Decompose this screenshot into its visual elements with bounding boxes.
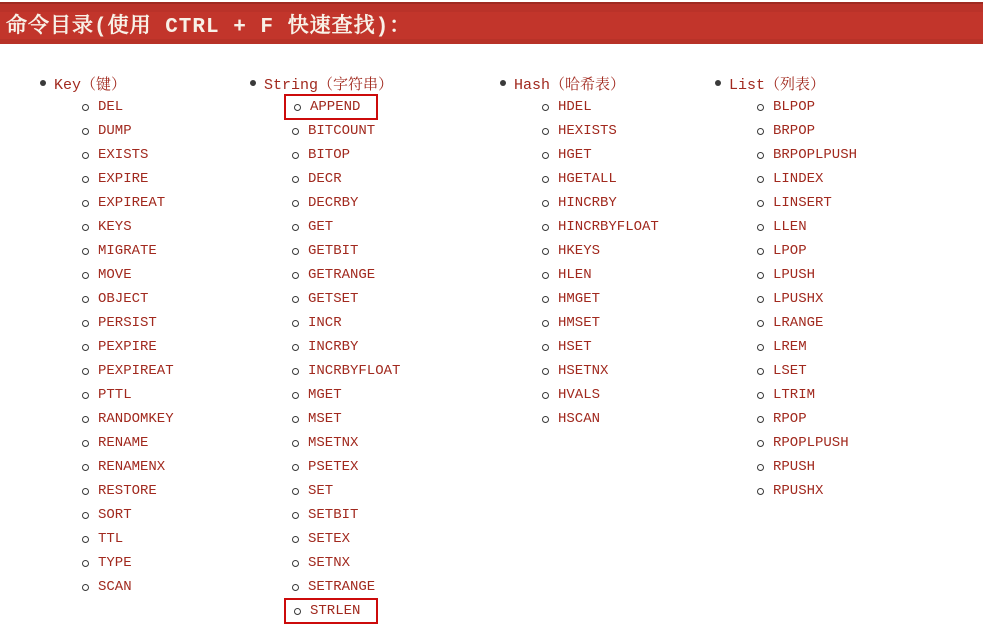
command-link-hmget[interactable]: HMGET bbox=[558, 291, 601, 307]
category-label-hash: Hash（哈希表） bbox=[514, 76, 626, 94]
command-category-column-key bbox=[40, 71, 250, 623]
command-list-item-get bbox=[292, 215, 333, 239]
command-link-scan[interactable]: SCAN bbox=[98, 579, 132, 595]
circle-bullet-icon bbox=[82, 344, 89, 351]
circle-bullet-icon bbox=[292, 488, 299, 495]
command-link-setrange[interactable]: SETRANGE bbox=[308, 579, 376, 595]
command-list-item-type bbox=[82, 551, 132, 575]
circle-bullet-icon bbox=[542, 104, 549, 111]
command-link-persist[interactable]: PERSIST bbox=[98, 315, 157, 331]
circle-bullet-icon bbox=[82, 512, 89, 519]
circle-bullet-icon bbox=[292, 440, 299, 447]
command-list-item-randomkey bbox=[82, 407, 174, 431]
circle-bullet-icon bbox=[292, 296, 299, 303]
command-link-hsetnx[interactable]: HSETNX bbox=[558, 363, 609, 379]
circle-bullet-icon bbox=[292, 416, 299, 423]
command-list-item-del bbox=[82, 95, 123, 119]
command-list-item-dump bbox=[82, 119, 132, 143]
command-link-brpoplpush[interactable]: BRPOPLPUSH bbox=[773, 147, 858, 163]
command-link-incrby[interactable]: INCRBY bbox=[308, 339, 359, 355]
command-list-item-hvals bbox=[542, 383, 600, 407]
command-link-pexpire[interactable]: PEXPIRE bbox=[98, 339, 157, 355]
circle-bullet-icon bbox=[82, 152, 89, 159]
command-list-item-setrange bbox=[292, 575, 375, 599]
command-link-hincrbyfloat[interactable]: HINCRBYFLOAT bbox=[558, 219, 659, 235]
command-link-hmset[interactable]: HMSET bbox=[558, 315, 601, 331]
command-link-setnx[interactable]: SETNX bbox=[308, 555, 351, 571]
page-title: 命令目录(使用 CTRL + F 快速查找)： bbox=[6, 16, 412, 39]
command-link-lrem[interactable]: LREM bbox=[773, 339, 807, 355]
command-link-msetnx[interactable]: MSETNX bbox=[308, 435, 359, 451]
circle-bullet-icon bbox=[82, 128, 89, 135]
command-link-renamenx[interactable]: RENAMENX bbox=[98, 459, 166, 475]
command-link-lindex[interactable]: LINDEX bbox=[773, 171, 824, 187]
command-list-item-incrbyfloat bbox=[292, 359, 400, 383]
command-link-type[interactable]: TYPE bbox=[98, 555, 132, 571]
disc-bullet-icon bbox=[500, 80, 506, 86]
command-list-item-ttl bbox=[82, 527, 123, 551]
command-list-item-mget bbox=[292, 383, 342, 407]
command-list-item-decrby bbox=[292, 191, 358, 215]
command-link-incr[interactable]: INCR bbox=[308, 315, 342, 331]
command-list-item-rpop bbox=[757, 407, 807, 431]
command-list-item-mset bbox=[292, 407, 342, 431]
circle-bullet-icon bbox=[757, 200, 764, 207]
command-link-mget[interactable]: MGET bbox=[308, 387, 342, 403]
circle-bullet-icon bbox=[292, 272, 299, 279]
command-link-append[interactable]: APPEND bbox=[310, 99, 361, 115]
command-list-item-msetnx bbox=[292, 431, 358, 455]
command-link-hexists[interactable]: HEXISTS bbox=[558, 123, 617, 139]
command-list-item-hgetall bbox=[542, 167, 617, 191]
command-link-rename[interactable]: RENAME bbox=[98, 435, 149, 451]
circle-bullet-icon bbox=[757, 440, 764, 447]
command-list-item-setex bbox=[292, 527, 350, 551]
command-list-item-lrange bbox=[757, 311, 823, 335]
command-list-item-hexists bbox=[542, 119, 617, 143]
command-link-keys[interactable]: KEYS bbox=[98, 219, 132, 235]
circle-bullet-icon bbox=[292, 320, 299, 327]
circle-bullet-icon bbox=[542, 200, 549, 207]
command-list-item-keys bbox=[82, 215, 132, 239]
command-list-item-exists bbox=[82, 143, 148, 167]
command-list-item-rpush bbox=[757, 455, 815, 479]
command-list-item-ltrim bbox=[757, 383, 815, 407]
circle-bullet-icon bbox=[292, 200, 299, 207]
circle-bullet-icon bbox=[757, 272, 764, 279]
command-link-expireat[interactable]: EXPIREAT bbox=[98, 195, 166, 211]
command-list-item-lset bbox=[757, 359, 807, 383]
command-list-item-pexpire bbox=[82, 335, 157, 359]
command-link-bitcount[interactable]: BITCOUNT bbox=[308, 123, 376, 139]
command-link-lpushx[interactable]: LPUSHX bbox=[773, 291, 824, 307]
command-columns bbox=[0, 44, 983, 623]
command-link-get[interactable]: GET bbox=[308, 219, 334, 235]
circle-bullet-icon bbox=[292, 368, 299, 375]
command-link-del[interactable]: DEL bbox=[98, 99, 124, 115]
command-list-item-sort bbox=[82, 503, 132, 527]
circle-bullet-icon bbox=[82, 392, 89, 399]
command-list-item-incr bbox=[292, 311, 342, 335]
circle-bullet-icon bbox=[757, 176, 764, 183]
circle-bullet-icon bbox=[82, 416, 89, 423]
command-link-setbit[interactable]: SETBIT bbox=[308, 507, 359, 523]
command-link-hdel[interactable]: HDEL bbox=[558, 99, 592, 115]
circle-bullet-icon bbox=[757, 104, 764, 111]
circle-bullet-icon bbox=[82, 560, 89, 567]
command-list-item-hscan bbox=[542, 407, 600, 431]
command-link-strlen[interactable]: STRLEN bbox=[310, 603, 361, 619]
command-link-mset[interactable]: MSET bbox=[308, 411, 342, 427]
command-link-hgetall[interactable]: HGETALL bbox=[558, 171, 617, 187]
circle-bullet-icon bbox=[542, 152, 549, 159]
command-list-item-rename bbox=[82, 431, 148, 455]
circle-bullet-icon bbox=[757, 392, 764, 399]
command-link-lset[interactable]: LSET bbox=[773, 363, 807, 379]
command-link-dump[interactable]: DUMP bbox=[98, 123, 132, 139]
command-link-incrbyfloat[interactable]: INCRBYFLOAT bbox=[308, 363, 401, 379]
circle-bullet-icon bbox=[82, 272, 89, 279]
circle-bullet-icon bbox=[292, 464, 299, 471]
command-list-item-hmget bbox=[542, 287, 600, 311]
disc-bullet-icon bbox=[250, 80, 256, 86]
circle-bullet-icon bbox=[757, 248, 764, 255]
command-category-column-list bbox=[715, 71, 983, 623]
category-label-string: String（字符串） bbox=[264, 76, 394, 94]
command-list-item-getset bbox=[292, 287, 358, 311]
command-list-item-llen bbox=[757, 215, 807, 239]
command-list-item-hkeys bbox=[542, 239, 600, 263]
command-list-item-hincrby bbox=[542, 191, 617, 215]
command-list-item-hmset bbox=[542, 311, 600, 335]
command-link-hincrby[interactable]: HINCRBY bbox=[558, 195, 617, 211]
circle-bullet-icon bbox=[82, 488, 89, 495]
command-link-rpushx[interactable]: RPUSHX bbox=[773, 483, 824, 499]
circle-bullet-icon bbox=[82, 200, 89, 207]
command-list-item-move bbox=[82, 263, 132, 287]
command-category-column-hash bbox=[500, 71, 715, 623]
command-list-item-blpop bbox=[757, 95, 815, 119]
command-link-rpop[interactable]: RPOP bbox=[773, 411, 807, 427]
disc-bullet-icon bbox=[715, 80, 721, 86]
circle-bullet-icon bbox=[542, 320, 549, 327]
circle-bullet-icon bbox=[542, 392, 549, 399]
command-list-item-incrby bbox=[292, 335, 358, 359]
command-list-item-brpoplpush bbox=[757, 143, 857, 167]
circle-bullet-icon bbox=[82, 440, 89, 447]
circle-bullet-icon bbox=[82, 176, 89, 183]
command-list-item-expire bbox=[82, 167, 148, 191]
command-link-expire[interactable]: EXPIRE bbox=[98, 171, 149, 187]
circle-bullet-icon bbox=[82, 248, 89, 255]
category-label-list: List（列表） bbox=[729, 76, 826, 94]
command-list-item-migrate bbox=[82, 239, 157, 263]
circle-bullet-icon bbox=[542, 248, 549, 255]
command-list-item-decr bbox=[292, 167, 342, 191]
command-link-hlen[interactable]: HLEN bbox=[558, 267, 592, 283]
circle-bullet-icon bbox=[292, 392, 299, 399]
command-list-item-append-highlighted bbox=[284, 94, 378, 120]
command-link-ttl[interactable]: TTL bbox=[98, 531, 124, 547]
command-link-randomkey[interactable]: RANDOMKEY bbox=[98, 411, 174, 427]
circle-bullet-icon bbox=[292, 176, 299, 183]
command-list-item-brpop bbox=[757, 119, 815, 143]
command-link-object[interactable]: OBJECT bbox=[98, 291, 149, 307]
command-list-item-set bbox=[292, 479, 333, 503]
command-list-item-lindex bbox=[757, 167, 823, 191]
disc-bullet-icon bbox=[40, 80, 46, 86]
circle-bullet-icon bbox=[757, 416, 764, 423]
command-list-item-linsert bbox=[757, 191, 832, 215]
command-list-item-pexpireat bbox=[82, 359, 174, 383]
command-list-item-object bbox=[82, 287, 148, 311]
command-link-exists[interactable]: EXISTS bbox=[98, 147, 149, 163]
command-link-lpush[interactable]: LPUSH bbox=[773, 267, 816, 283]
command-list-item-hlen bbox=[542, 263, 592, 287]
command-list-item-lpush bbox=[757, 263, 815, 287]
command-list-item-bitop bbox=[292, 143, 350, 167]
circle-bullet-icon bbox=[82, 224, 89, 231]
command-link-sort[interactable]: SORT bbox=[98, 507, 132, 523]
command-link-move[interactable]: MOVE bbox=[98, 267, 132, 283]
command-list-item-lrem bbox=[757, 335, 807, 359]
circle-bullet-icon bbox=[82, 368, 89, 375]
command-link-brpop[interactable]: BRPOP bbox=[773, 123, 816, 139]
circle-bullet-icon bbox=[542, 416, 549, 423]
circle-bullet-icon bbox=[292, 224, 299, 231]
command-link-getset[interactable]: GETSET bbox=[308, 291, 359, 307]
category-header bbox=[250, 71, 393, 95]
command-list-item-psetex bbox=[292, 455, 358, 479]
command-link-hkeys[interactable]: HKEYS bbox=[558, 243, 601, 259]
command-list-item-hset bbox=[542, 335, 592, 359]
circle-bullet-icon bbox=[757, 368, 764, 375]
command-link-migrate[interactable]: MIGRATE bbox=[98, 243, 157, 259]
command-list-item-hget bbox=[542, 143, 592, 167]
command-link-llen[interactable]: LLEN bbox=[773, 219, 807, 235]
circle-bullet-icon bbox=[292, 152, 299, 159]
command-list-item-setbit bbox=[292, 503, 358, 527]
circle-bullet-icon bbox=[757, 224, 764, 231]
command-link-bitop[interactable]: BITOP bbox=[308, 147, 351, 163]
command-list-item-persist bbox=[82, 311, 157, 335]
circle-bullet-icon bbox=[542, 296, 549, 303]
circle-bullet-icon bbox=[757, 296, 764, 303]
category-header bbox=[40, 71, 126, 95]
circle-bullet-icon bbox=[542, 368, 549, 375]
circle-bullet-icon bbox=[757, 488, 764, 495]
command-link-pttl[interactable]: PTTL bbox=[98, 387, 132, 403]
circle-bullet-icon bbox=[542, 344, 549, 351]
command-link-hset[interactable]: HSET bbox=[558, 339, 592, 355]
command-link-blpop[interactable]: BLPOP bbox=[773, 99, 816, 115]
circle-bullet-icon bbox=[82, 464, 89, 471]
command-category-column-string bbox=[250, 71, 500, 623]
circle-bullet-icon bbox=[294, 104, 301, 111]
command-link-getbit[interactable]: GETBIT bbox=[308, 243, 359, 259]
command-list-item-pttl bbox=[82, 383, 132, 407]
command-link-setex[interactable]: SETEX bbox=[308, 531, 351, 547]
circle-bullet-icon bbox=[292, 128, 299, 135]
command-link-hget[interactable]: HGET bbox=[558, 147, 592, 163]
circle-bullet-icon bbox=[542, 272, 549, 279]
circle-bullet-icon bbox=[757, 320, 764, 327]
circle-bullet-icon bbox=[542, 224, 549, 231]
command-list-item-scan bbox=[82, 575, 132, 599]
command-link-ltrim[interactable]: LTRIM bbox=[773, 387, 816, 403]
circle-bullet-icon bbox=[82, 536, 89, 543]
circle-bullet-icon bbox=[757, 344, 764, 351]
category-header bbox=[500, 71, 625, 95]
circle-bullet-icon bbox=[292, 512, 299, 519]
command-list-item-bitcount bbox=[292, 119, 375, 143]
command-list-item-strlen-highlighted bbox=[284, 598, 378, 624]
circle-bullet-icon bbox=[542, 128, 549, 135]
command-list-item-hincrbyfloat bbox=[542, 215, 659, 239]
circle-bullet-icon bbox=[82, 104, 89, 111]
command-list-item-renamenx bbox=[82, 455, 165, 479]
command-list-item-restore bbox=[82, 479, 157, 503]
command-list-item-rpoplpush bbox=[757, 431, 849, 455]
command-link-restore[interactable]: RESTORE bbox=[98, 483, 157, 499]
command-link-hvals[interactable]: HVALS bbox=[558, 387, 601, 403]
circle-bullet-icon bbox=[757, 152, 764, 159]
circle-bullet-icon bbox=[292, 584, 299, 591]
command-link-pexpireat[interactable]: PEXPIREAT bbox=[98, 363, 174, 379]
command-list-item-setnx bbox=[292, 551, 350, 575]
circle-bullet-icon bbox=[292, 344, 299, 351]
circle-bullet-icon bbox=[757, 128, 764, 135]
category-header bbox=[715, 71, 825, 95]
command-list-item-rpushx bbox=[757, 479, 823, 503]
circle-bullet-icon bbox=[82, 584, 89, 591]
circle-bullet-icon bbox=[292, 560, 299, 567]
command-link-lrange[interactable]: LRANGE bbox=[773, 315, 824, 331]
circle-bullet-icon bbox=[542, 176, 549, 183]
command-link-getrange[interactable]: GETRANGE bbox=[308, 267, 376, 283]
command-link-linsert[interactable]: LINSERT bbox=[773, 195, 832, 211]
page-title-banner bbox=[0, 2, 983, 44]
command-list-item-hdel bbox=[542, 95, 592, 119]
command-link-set[interactable]: SET bbox=[308, 483, 334, 499]
circle-bullet-icon bbox=[292, 536, 299, 543]
command-list-item-hsetnx bbox=[542, 359, 608, 383]
command-link-decr[interactable]: DECR bbox=[308, 171, 342, 187]
circle-bullet-icon bbox=[82, 296, 89, 303]
circle-bullet-icon bbox=[294, 608, 301, 615]
command-list-item-lpushx bbox=[757, 287, 823, 311]
command-link-decrby[interactable]: DECRBY bbox=[308, 195, 359, 211]
command-list-item-getrange bbox=[292, 263, 375, 287]
circle-bullet-icon bbox=[292, 248, 299, 255]
command-link-rpoplpush[interactable]: RPOPLPUSH bbox=[773, 435, 849, 451]
command-list-item-expireat bbox=[82, 191, 165, 215]
circle-bullet-icon bbox=[82, 320, 89, 327]
command-link-lpop[interactable]: LPOP bbox=[773, 243, 807, 259]
command-link-hscan[interactable]: HSCAN bbox=[558, 411, 601, 427]
command-list-item-lpop bbox=[757, 239, 807, 263]
command-link-rpush[interactable]: RPUSH bbox=[773, 459, 816, 475]
command-link-psetex[interactable]: PSETEX bbox=[308, 459, 359, 475]
category-label-key: Key（键） bbox=[54, 76, 127, 94]
command-list-item-getbit bbox=[292, 239, 358, 263]
circle-bullet-icon bbox=[757, 464, 764, 471]
